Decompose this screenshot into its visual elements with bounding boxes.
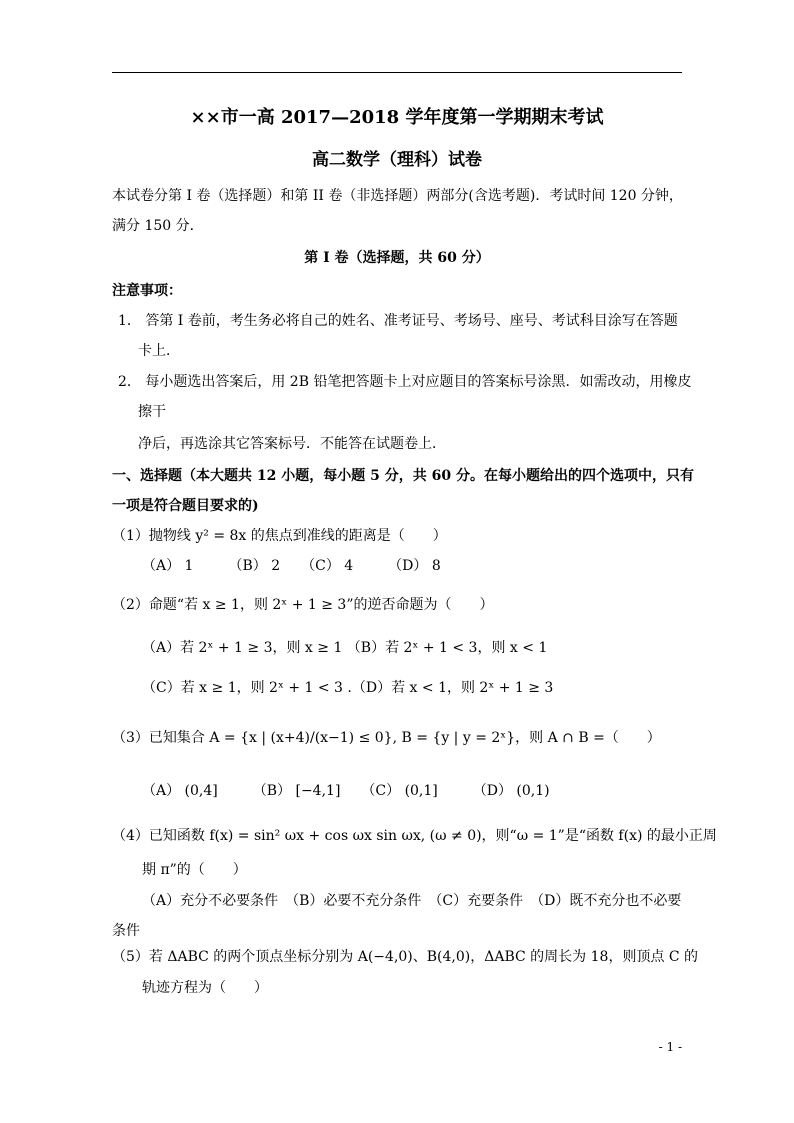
question-3-options: （A） (0,4] （B） [−4,1] （C） (0,1] （D） (0,1) <box>142 783 550 799</box>
intro-line-2: 满分 150 分． <box>112 218 204 234</box>
note-2-line-1: 2． 每小题选出答案后，用 2B 铅笔把答题卡上对应题目的答案标号涂黑．如需改动，用橡皮 <box>118 374 692 390</box>
question-4-options: （A）充分不必要条件 （B）必要不充分条件 （C）充要条件 （D）既不充分也不必要 <box>142 893 682 909</box>
question-4-line-1: （4）已知函数 f(x) = sin² ωx + cos ωx sin ωx, (ω ≠ 0)，则“ω = 1”是“函数 f(x) 的最小正周 <box>112 828 717 844</box>
question-2: （2）命题“若 x ≥ 1，则 2ˣ + 1 ≥ 3”的逆否命题为（ ） <box>112 597 494 613</box>
section1-heading-line-1: 一、选择题（本大题共 12 小题，每小题 5 分，共 60 分。在每小题给出的四个选项中，只有 <box>112 468 694 484</box>
question-1-options: （A） 1 （B） 2 （C） 4 （D） 8 <box>142 558 441 574</box>
question-2-options-cd: （C）若 x ≥ 1，则 2ˣ + 1 < 3 .（D）若 x < 1，则 2ˣ + 1 ≥ 3 <box>142 680 554 696</box>
question-3: （3）已知集合 A = {x | (x+4)/(x−1) ≤ 0}, B = {y | y = 2ˣ}，则 A ∩ B =（ ） <box>112 730 661 746</box>
question-1: （1）抛物线 y² = 8x 的焦点到准线的距离是（ ） <box>112 528 447 544</box>
intro-line-1: 本试卷分第 I 卷（选择题）和第 II 卷（非选择题）两部分(含选考题)．考试时间 120 分钟， <box>112 188 683 204</box>
question-2-options-ab: （A）若 2ˣ + 1 ≥ 3，则 x ≥ 1 （B）若 2ˣ + 1 < 3，则 x < 1 <box>142 640 548 656</box>
exam-title: ××市一高 2017—2018 学年度第一学期期末考试 <box>190 107 604 128</box>
note-1-line-1: 1． 答第 I 卷前，考生务必将自己的姓名、准考证号、考场号、座号、考试科目涂写在答题 <box>118 313 678 329</box>
exam-subtitle: 高二数学（理科）试卷 <box>312 150 482 170</box>
note-1-line-2: 卡上． <box>138 343 180 359</box>
question-4-line-2: 期 π”的（ ） <box>142 862 247 878</box>
question-5-line-2: 轨迹方程为（ ） <box>142 980 268 996</box>
header-rule <box>112 72 682 73</box>
section1-heading-line-2: 一项是符合题目要求的) <box>112 498 259 514</box>
question-5-line-1: （5）若 ΔABC 的两个顶点坐标分别为 A(−4,0)、B(4,0)，ΔABC 的周长为 18，则顶点 C 的 <box>112 949 699 965</box>
page-number: - 1 - <box>658 1040 682 1054</box>
part1-heading: 第 I 卷（选择题，共 60 分） <box>304 250 490 266</box>
question-4-options-cont: 条件 <box>112 923 140 939</box>
note-2-line-3: 净后，再选涂其它答案标号．不能答在试题卷上． <box>138 436 446 452</box>
notes-heading: 注意事项： <box>112 283 182 299</box>
note-2-line-2: 擦干 <box>138 404 166 420</box>
